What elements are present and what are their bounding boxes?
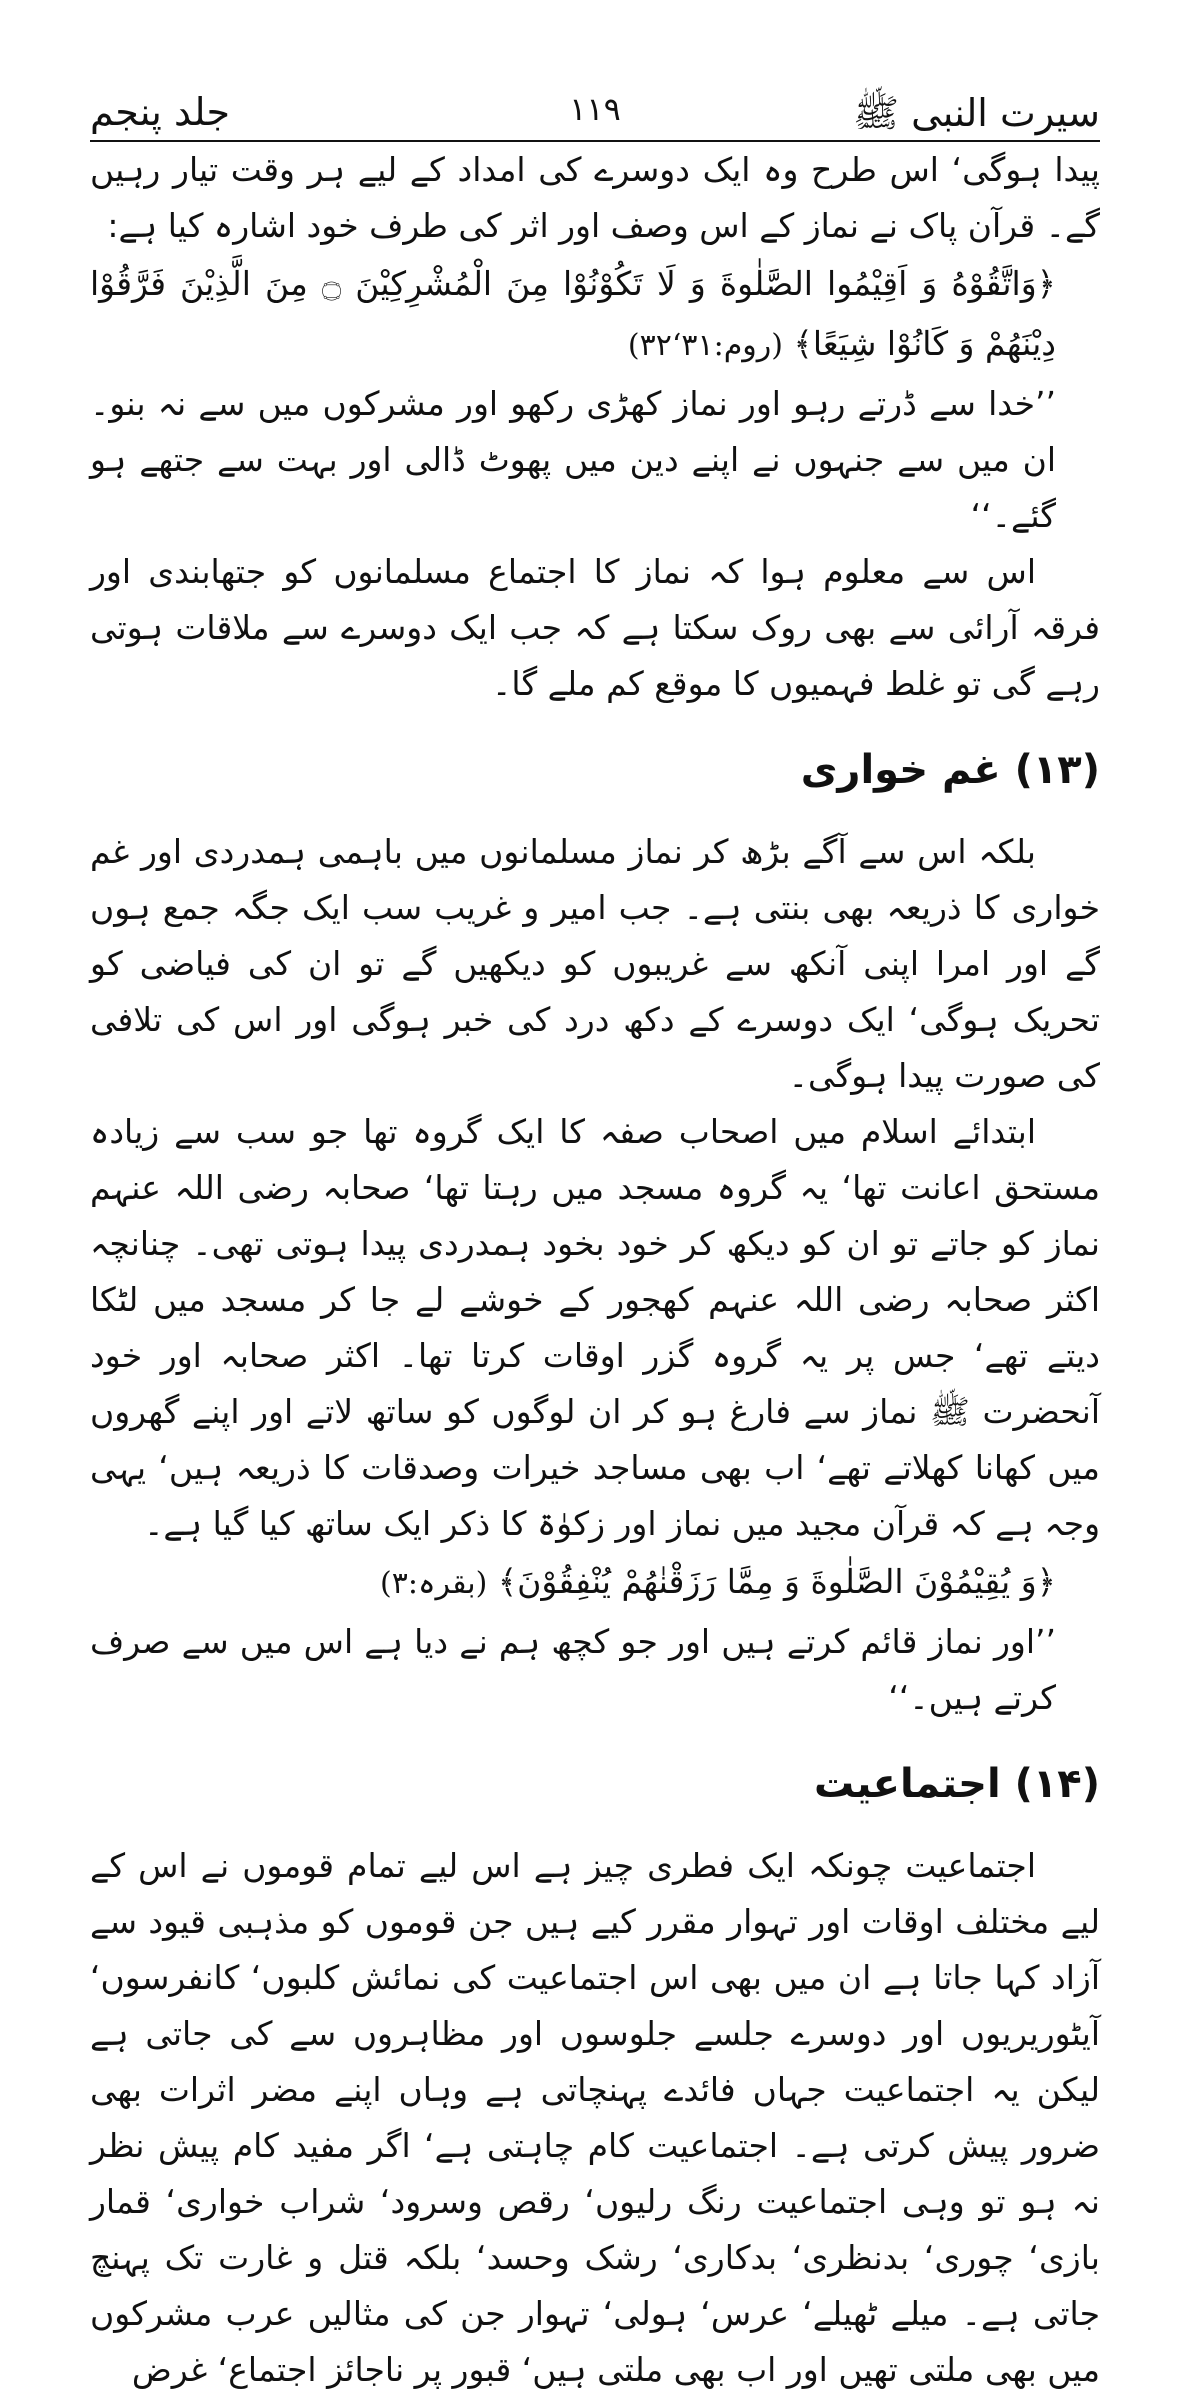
page-header	[90, 84, 1100, 142]
section-heading-14: (۱۴) اجتماعیت	[813, 1761, 1100, 1807]
paragraph-5: اجتماعیت چونکہ ایک فطری چیز ہے اس لیے تمام قوموں نے اس کے لیے مختلف اوقات اور تہوار مقرر کیے ہیں جن قوموں کو مذہبی قیود سے آزاد کہا جاتا ہے ان میں بھی اس اجتماعیت کی نمائش کلبوں‘ کانفرسوں‘ آیٹوریریوں اور دوسرے جلسے جلوسوں اور مظاہروں سے کی جاتی ہے لیکن یہ اجتماعیت جہاں فائدے پہنچاتی ہے وہاں اپنے مضر اثرات بھی ضرور پیش کرتی ہے۔ اجتماعیت کام چاہتی ہے‘ اگر مفید کام پیش نظر نہ ہو تو وہی اجتماعیت رنگ رلیوں‘ رقص وسرود‘ شراب خواری‘ قمار بازی‘ چوری‘ بدنظری‘ بدکاری‘ رشک وحسد‘ بلکہ قتل و غارت تک پہنچ جاتی ہے۔ میلے ٹھیلے‘ عرس‘ ہولی‘ تہوار جن کی مثالیں عرب مشرکوں میں بھی ملتی تھیں اور اب بھی ملتی ہیں‘ قبور پر ناجائز اجتماع‘ غرض	[90, 1846, 1100, 2389]
book-title: سیرت النبی ﷺ	[853, 91, 1100, 135]
translation-1: ’’خدا سے ڈرتے رہو اور نماز کھڑی رکھو اور مشرکوں میں سے نہ بنو۔ ان میں سے جنہوں نے اپنے دین میں پھوٹ ڈالی اور بہت سے جتھے ہو گئے۔‘‘	[90, 384, 1056, 535]
page-body	[90, 142, 1100, 2398]
quran-verse-1	[90, 254, 1100, 376]
volume-label: جلد پنجم	[90, 90, 230, 134]
quran-verse-2	[90, 1552, 1100, 1614]
page-number: ۱۱۹	[569, 90, 621, 128]
verse-1-text: ﴿وَاتَّقُوْهُ وَ اَقِيْمُوا الصَّلٰوةَ وَ لَا تَكُوْنُوْا مِنَ الْمُشْرِكِيْنَ ۝ مِنَ الَّذِيْنَ فَرَّقُوْا دِيْنَهُمْ وَ كَانُوْا شِيَعًا﴾	[90, 264, 1056, 363]
paragraph-4: ابتدائے اسلام میں اصحاب صفہ کا ایک گروہ تھا جو سب سے زیادہ مستحق اعانت تھا‘ یہ گروہ مسجد میں رہتا تھا‘ صحابہ رضی اللہ عنہم نماز کو جاتے تو ان کو دیکھ کر خود بخود ہمدردی پیدا ہوتی تھی۔ چنانچہ اکثر صحابہ رضی اللہ عنہم کھجور کے خوشے لے جا کر مسجد میں لٹکا دیتے تھے‘ جس پر یہ گروہ گزر اوقات کرتا تھا۔ اکثر صحابہ اور خود آنحضرت ﷺ نماز سے فارغ ہو کر ان لوگوں کو ساتھ لاتے اور اپنے گھروں میں کھانا کھلاتے تھے‘ اب بھی مساجد خیرات وصدقات کا ذریعہ ہیں‘ یہی وجہ ہے کہ قرآن مجید میں نماز اور زکوٰۃ کا ذکر ایک ساتھ کیا گیا ہے۔	[90, 1112, 1100, 1543]
paragraph-3: بلکہ اس سے آگے بڑھ کر نماز مسلمانوں میں باہمی ہمدردی اور غم خواری کا ذریعہ بھی بنتی ہے۔ جب امیر و غریب سب ایک جگہ جمع ہوں گے اور امرا اپنی آنکھ سے غریبوں کو دیکھیں گے تو ان کی فیاضی کو تحریک ہوگی‘ ایک دوسرے کے دکھ درد کی خبر ہوگی اور اس کی تلافی کی صورت پیدا ہوگی۔	[90, 832, 1100, 1095]
paragraph-1: پیدا ہوگی‘ اس طرح وہ ایک دوسرے کی امداد کے لیے ہر وقت تیار رہیں گے۔ قرآن پاک نے نماز کے اس وصف اور اثر کی طرف خود اشارہ کیا ہے:	[90, 150, 1100, 245]
verse-2-reference: (بقرہ:۳)	[380, 1566, 488, 1601]
verse-2-text: ﴿وَ يُقِيْمُوْنَ الصَّلٰوةَ وَ مِمَّا رَزَقْنٰهُمْ يُنْفِقُوْنَ﴾	[497, 1562, 1056, 1601]
verse-1-reference: (روم:۳۱‘۳۲)	[627, 328, 783, 363]
translation-2: ’’اور نماز قائم کرتے ہیں اور جو کچھ ہم نے دیا ہے اس میں سے صرف کرتے ہیں۔‘‘	[90, 1622, 1056, 1717]
section-heading-13: (۱۳) غم خواری	[800, 747, 1100, 793]
paragraph-2: اس سے معلوم ہوا کہ نماز کا اجتماع مسلمانوں کو جتھابندی اور فرقہ آرائی سے بھی روک سکتا ہے کہ جب ایک دوسرے سے ملاقات ہوتی رہے گی تو غلط فہمیوں کا موقع کم ملے گا۔	[90, 552, 1100, 703]
